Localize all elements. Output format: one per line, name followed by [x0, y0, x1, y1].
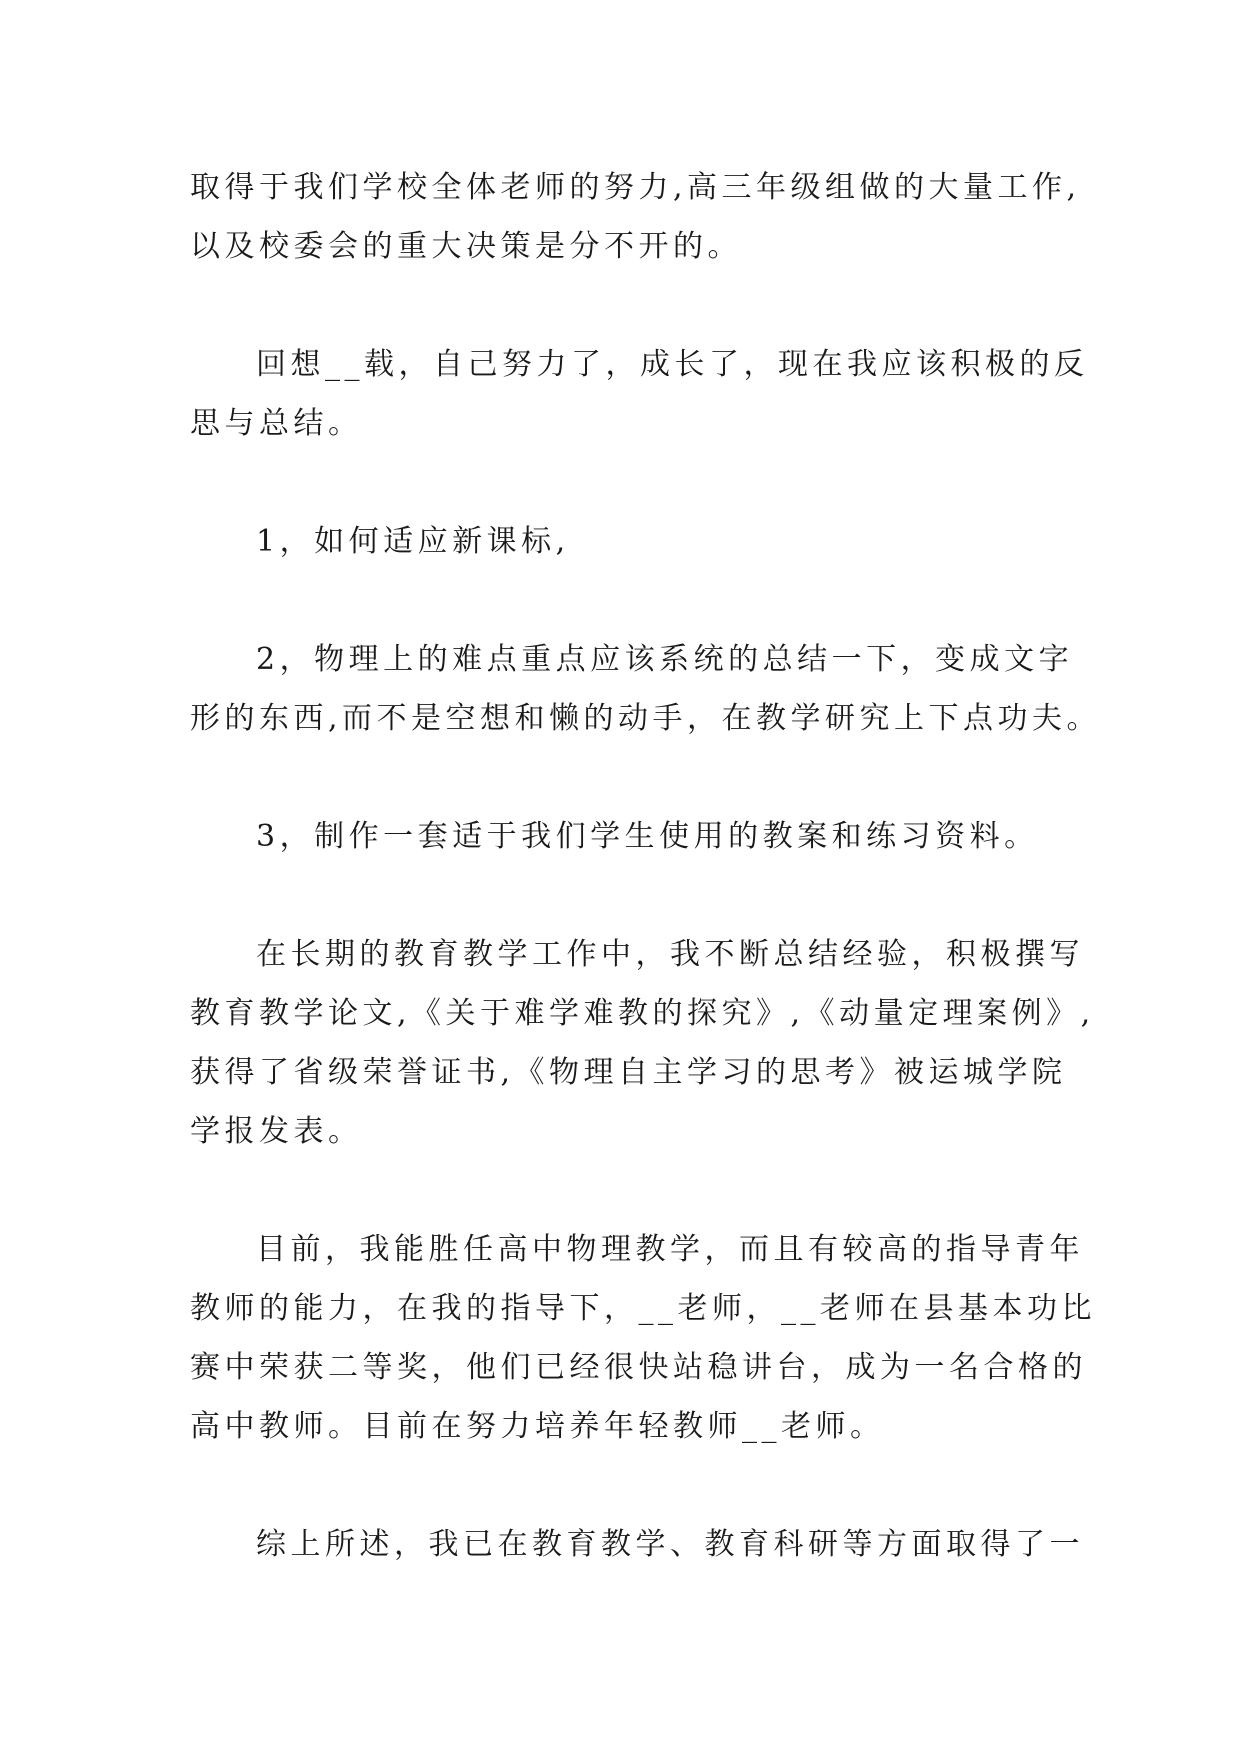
text-line: 获得了省级荣誉证书,《物理自主学习的思考》被运城学院 [190, 1055, 1067, 1090]
text-line: 3，制作一套适于我们学生使用的教案和练习资料。 [256, 819, 1039, 854]
text-line: 综上所述，我已在教育教学、教育科研等方面取得了一 [256, 1527, 1084, 1562]
text-line: 教师的能力，在我的指导下，__老师，__老师在县基本功比 [190, 1291, 1096, 1326]
text-line: 以及校委会的重大决策是分不开的。 [190, 229, 742, 264]
text-line: 1，如何适应新课标, [256, 524, 570, 559]
paragraph-7 [190, 1220, 1096, 1456]
text-line: 学报发表。 [190, 1114, 363, 1149]
text-line: 2，物理上的难点重点应该系统的总结一下，变成文字 [256, 642, 1074, 677]
text-line: 取得于我们学校全体老师的努力,高三年级组做的大量工作, [190, 170, 1081, 205]
paragraph-1 [190, 158, 1090, 276]
text-line: 目前，我能胜任高中物理教学，而且有较高的指导青年 [256, 1232, 1084, 1267]
paragraph-4 [190, 630, 1102, 748]
text-line: 形的东西,而不是空想和懒的动手，在教学研究上下点功夫。 [190, 701, 1102, 736]
text-line: 回想__载，自己努力了，成长了，现在我应该积极的反 [256, 347, 1089, 382]
text-line: 思与总结。 [190, 406, 363, 441]
text-line: 在长期的教育教学工作中，我不断总结经验，积极撰写 [256, 937, 1084, 972]
document-body [190, 158, 1102, 1633]
paragraph-2 [190, 335, 1090, 453]
paragraph-8 [190, 1515, 1090, 1574]
paragraph-3 [190, 512, 1090, 571]
text-line: 赛中荣获二等奖，他们已经很快站稳讲台，成为一名合格的 [190, 1350, 1087, 1385]
text-line: 高中教师。目前在努力培养年轻教师__老师。 [190, 1409, 885, 1444]
text-line: 教育教学论文,《关于难学难教的探究》,《动量定理案例》, [190, 996, 1095, 1031]
paragraph-5 [190, 807, 1090, 866]
paragraph-6 [190, 925, 1095, 1161]
